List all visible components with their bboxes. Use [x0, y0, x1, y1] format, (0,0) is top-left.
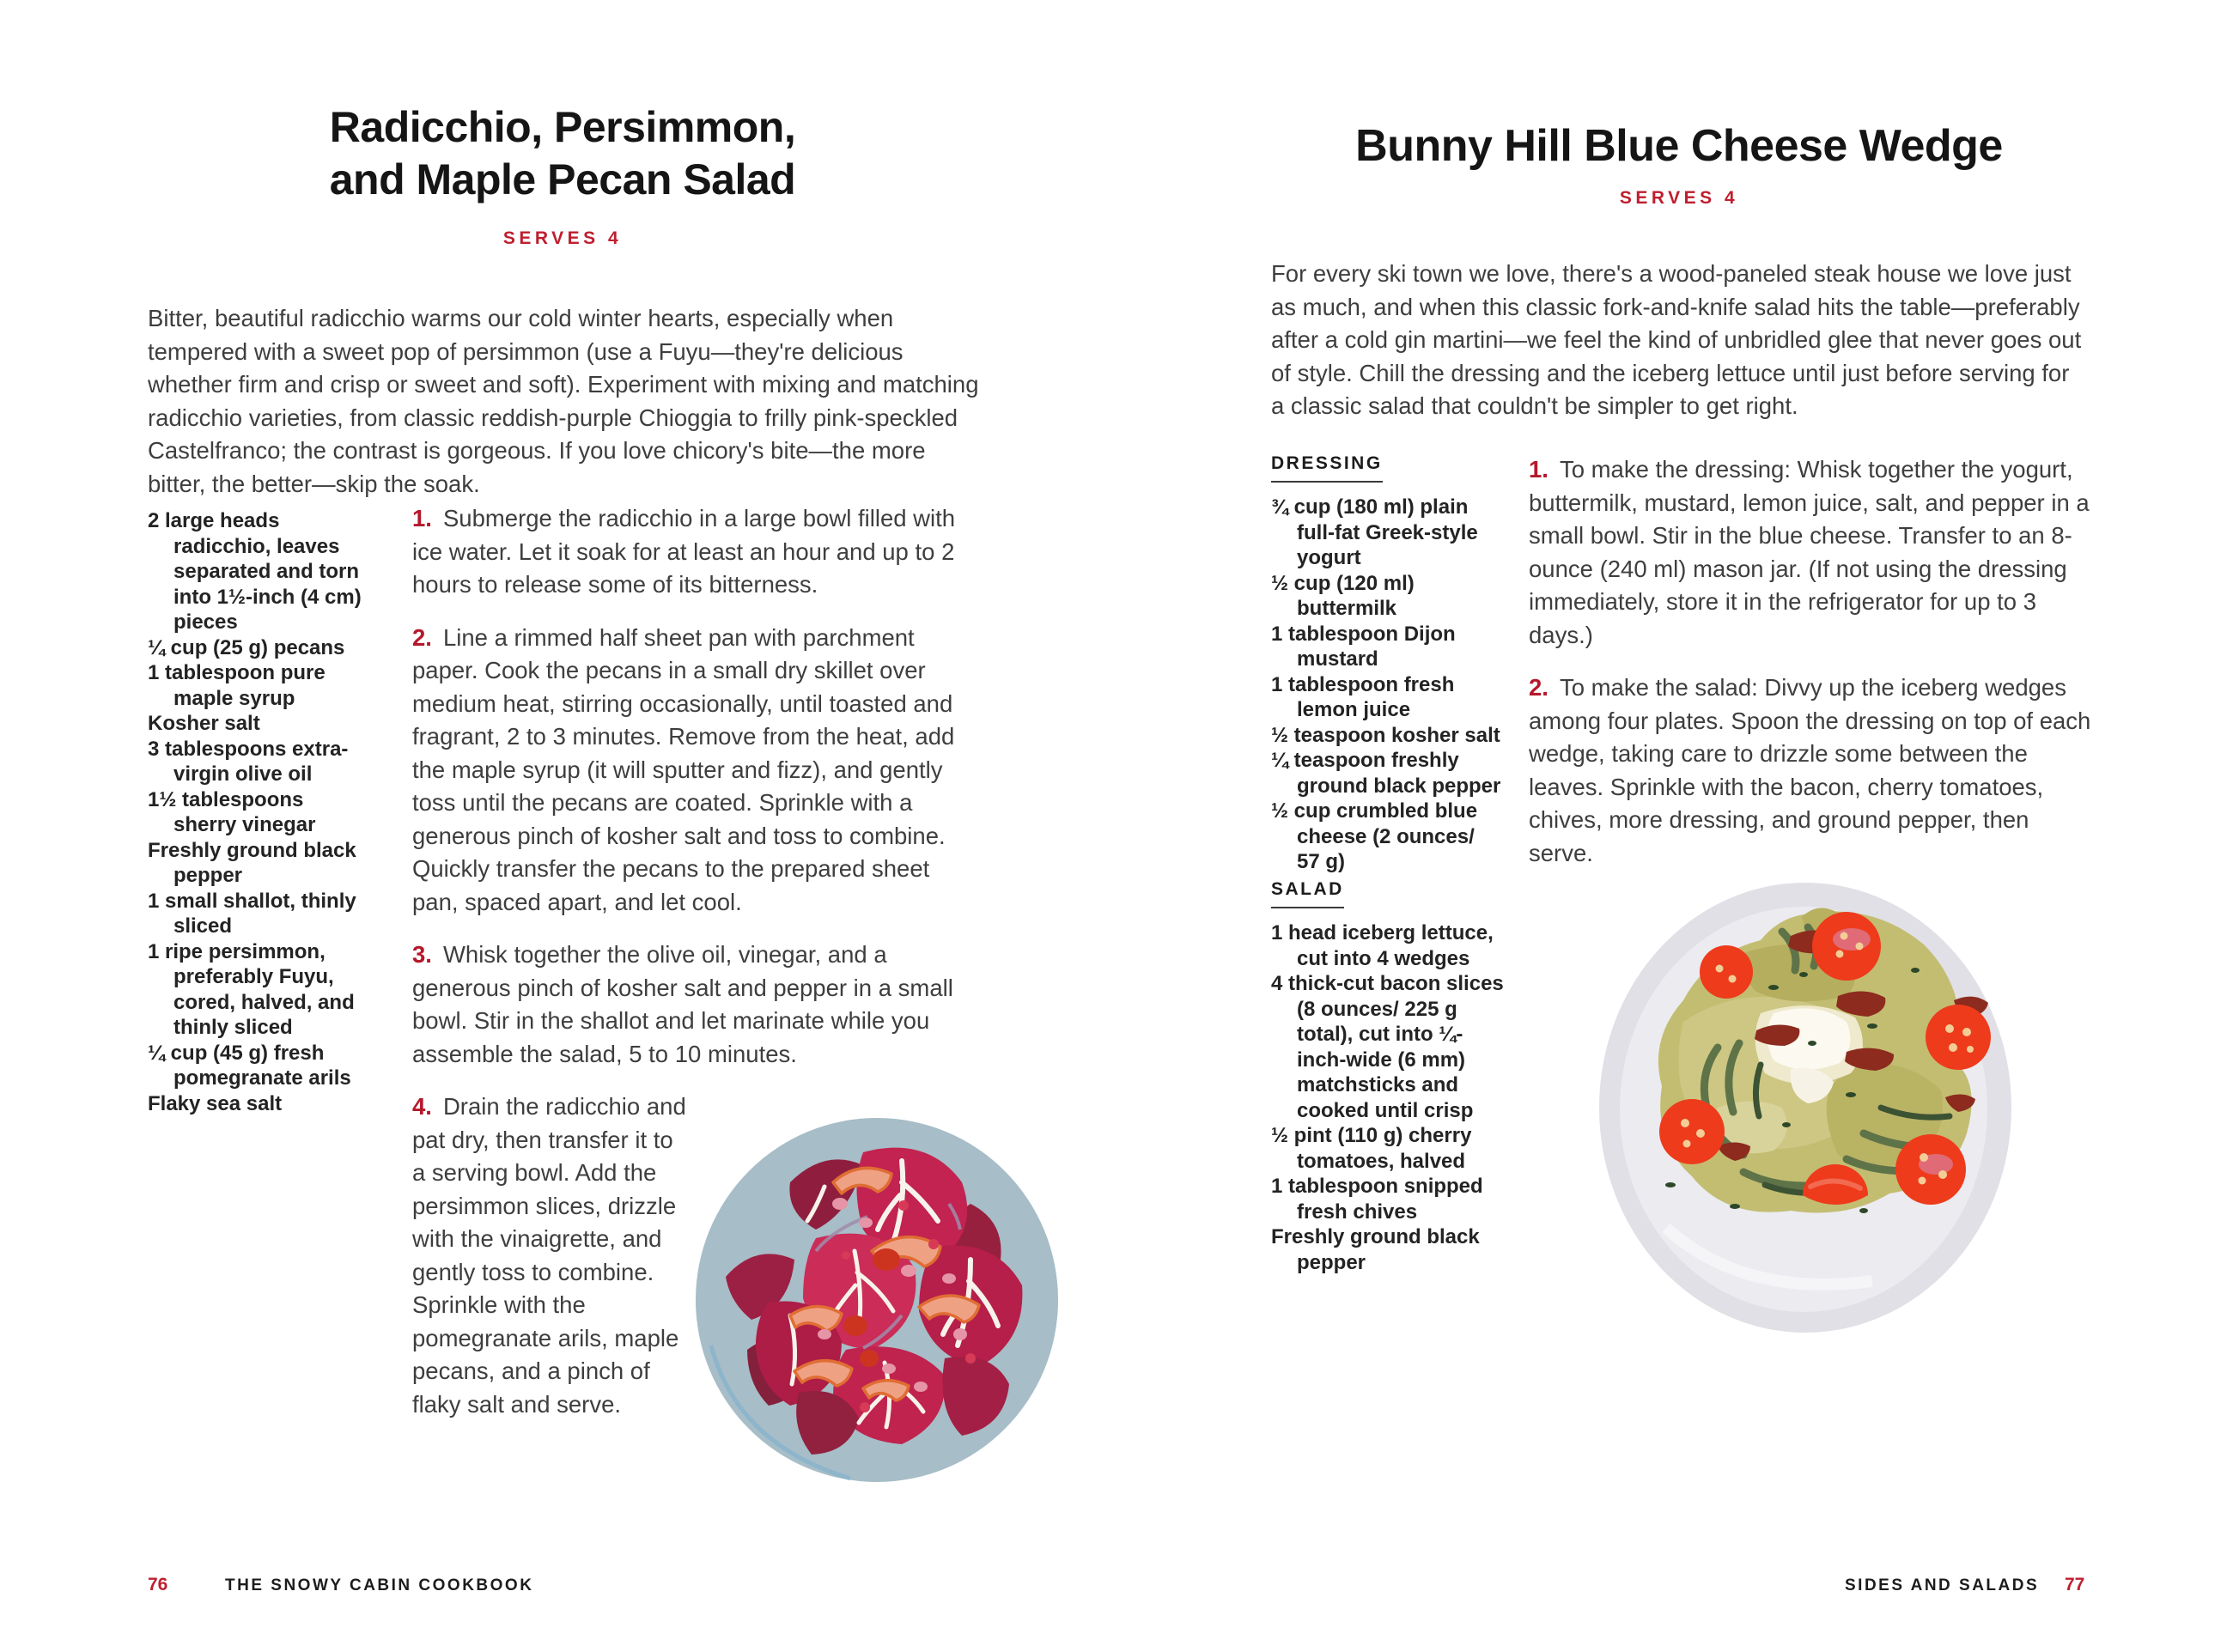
page-title	[1228, 120, 2130, 173]
ingredient-item: ½ pint (110 g) cherry tomatoes, halved	[1271, 1124, 1472, 1173]
recipe-intro: Bitter, beautiful radicchio warms our cold winter hearts, especially when tempered with a sweet pop of persimmon (use a Fuyu—they're delicious whether firm and crisp or sweet and soft). Experiment with mixing and matching radicchio varieties, from classic reddish-purple Chioggia to frilly pink-speckled Castelfranco; the contrast is gorgeous. If you love chicory's bite—the more bitter, the better—skip the soak.	[148, 305, 979, 497]
ingredient-item: 1 head iceberg lettuce, cut into 4 wedges	[1271, 921, 1494, 970]
radicchio-salad-illustration	[687, 1101, 1065, 1496]
ingredient-item: 1 small shallot, thinly sliced	[148, 889, 356, 938]
recipe-intro: For every ski town we love, there's a wood-paneled steak house we love just as much, and when this classic fork-and-knife salad hits the table—preferably after a cold gin martini—we feel the kind of unbridled glee that never goes out of style. Chill the dressing and the iceberg lettuce until just before serving for a classic salad that couldn't be simpler to get right.	[1271, 260, 2082, 419]
ingredient-item: ¼ teaspoon freshly ground black pepper	[1271, 749, 1501, 798]
title-line: and Maple Pecan Salad	[329, 155, 796, 203]
book-title-running-head: THE SNOWY CABIN COOKBOOK	[225, 1576, 534, 1594]
ingredient-item: ¾ cup (180 ml) plain full-fat Greek-style yogurt	[1271, 495, 1478, 569]
step-text: Whisk together the olive oil, vinegar, and a generous pinch of kosher salt and pepper in a small bowl. Stir in the shallot and let marinate while you assemble the salad, 5 to 10 minutes.	[412, 941, 953, 1067]
recipe-header-right	[1228, 120, 2130, 209]
chapter-running-head: SIDES AND SALADS	[1845, 1576, 2040, 1594]
ingredient-item: Freshly ground black pepper	[1271, 1225, 1480, 1274]
ingredient-item: 1 ripe persimmon, preferably Fuyu, cored, halved, and thinly sliced	[148, 939, 355, 1039]
ingredient-item: 1 tablespoon snipped fresh chives	[1271, 1175, 1483, 1224]
wedge-salad-illustration	[1589, 850, 2035, 1348]
ingredient-item: 1½ tablespoons sherry vinegar	[148, 787, 316, 836]
ingredient-item: Flaky sea salt	[148, 1091, 283, 1115]
step-text: Line a rimmed half sheet pan with parchment paper. Cook the pecans in a small dry skillet over medium heat, stirring occasionally, until toasted and fragrant, 2 to 3 minutes. Remove from the heat, add the maple syrup (it will sputter and fizz), and gently toss until the pecans are coated. Sprinkle with a generous pinch of kosher salt and toss to combine. Quickly transfer the pecans to the prepared sheet pan, spaced apart, and let cool.	[412, 623, 955, 915]
page-title	[219, 101, 906, 206]
ingredient-item: 4 thick-cut bacon slices (8 ounces/ 225 g total), cut into ¼-inch-wide (6 mm) matchsticks and cooked until crisp	[1271, 972, 1504, 1122]
ingredient-item: 2 large heads radicchio, leaves separated and torn into 1½-inch (4 cm) pieces	[148, 509, 362, 634]
step-number: 2.	[1529, 674, 1548, 701]
serves-label: SERVES 4	[502, 228, 623, 248]
recipe-step	[412, 502, 975, 602]
step-number: 4.	[412, 1093, 432, 1120]
recipe-header-left	[219, 101, 906, 249]
ingredient-item: ¼ cup (45 g) fresh pomegranate arils	[148, 1041, 351, 1090]
ingredient-item: Freshly ground black pepper	[148, 838, 356, 887]
step-text: To make the salad: Divvy up the iceberg wedges among four plates. Spoon the dressing on top of each wedge, taking care to drizzle some between the leaves. Sprinkle with the bacon, cherry tomatoes, chives, more dressing, and ground pepper, then serve.	[1529, 674, 2091, 866]
ingredient-item: 1 tablespoon pure maple syrup	[148, 661, 326, 710]
recipe-step	[412, 1090, 689, 1421]
recipe-step	[1529, 671, 2096, 870]
recipe-step	[412, 938, 975, 1071]
step-number: 1.	[1529, 456, 1548, 483]
title-line: Radicchio, Persimmon,	[329, 103, 796, 151]
ingredient-item: ½ cup (120 ml) buttermilk	[1271, 571, 1415, 620]
step-number: 3.	[412, 941, 432, 968]
step-text: Submerge the radicchio in a large bowl filled with ice water. Let it soak for at least an hour and up to 2 hours to release some of its bitterness.	[412, 505, 956, 598]
ingredient-item: ½ teaspoon kosher salt	[1271, 723, 1500, 747]
page-number-right: 77	[2065, 1575, 2085, 1594]
step-number: 1.	[412, 505, 432, 531]
step-text: Drain the radicchio and pat dry, then transfer it to a serving bowl. Add the persimmon slices, drizzle with the vinaigrette, and gently toss to combine. Sprinkle with the pomegranate arils, maple pecans, and a pinch of flaky salt and serve.	[412, 1093, 686, 1418]
recipe-step	[1529, 453, 2096, 652]
section-heading-salad: SALAD	[1271, 879, 1344, 908]
recipe-steps	[1529, 453, 2096, 890]
ingredient-list	[148, 508, 369, 1116]
ingredient-item: ¼ cup (25 g) pecans	[148, 635, 345, 659]
serves-label: SERVES 4	[1619, 188, 1739, 208]
ingredient-item: 1 tablespoon Dijon mustard	[1271, 622, 1456, 671]
recipe-step	[412, 622, 975, 920]
step-number: 2.	[412, 623, 432, 651]
section-heading-dressing: DRESSING	[1271, 453, 1383, 483]
ingredient-item: 1 tablespoon fresh lemon juice	[1271, 672, 1455, 721]
ingredient-item: 3 tablespoons extra-virgin olive oil	[148, 737, 349, 786]
title-line: Bunny Hill Blue Cheese Wedge	[1355, 121, 2003, 171]
ingredient-item: Kosher salt	[148, 712, 260, 735]
step-text: To make the dressing: Whisk together the yogurt, buttermilk, mustard, lemon juice, salt, and pepper in a small bowl. Stir in the blue cheese. Transfer to an 8-ounce (240 ml) mason jar. (If not using the dressing immediately, store it in the refrigerator for up to 3 days.)	[1529, 456, 2090, 648]
ingredient-list-salad	[1271, 920, 1505, 1275]
ingredient-list-dressing	[1271, 495, 1501, 875]
ingredient-item: ½ cup crumbled blue cheese (2 ounces/ 57 g)	[1271, 799, 1478, 873]
page-number-left: 76	[148, 1575, 168, 1594]
